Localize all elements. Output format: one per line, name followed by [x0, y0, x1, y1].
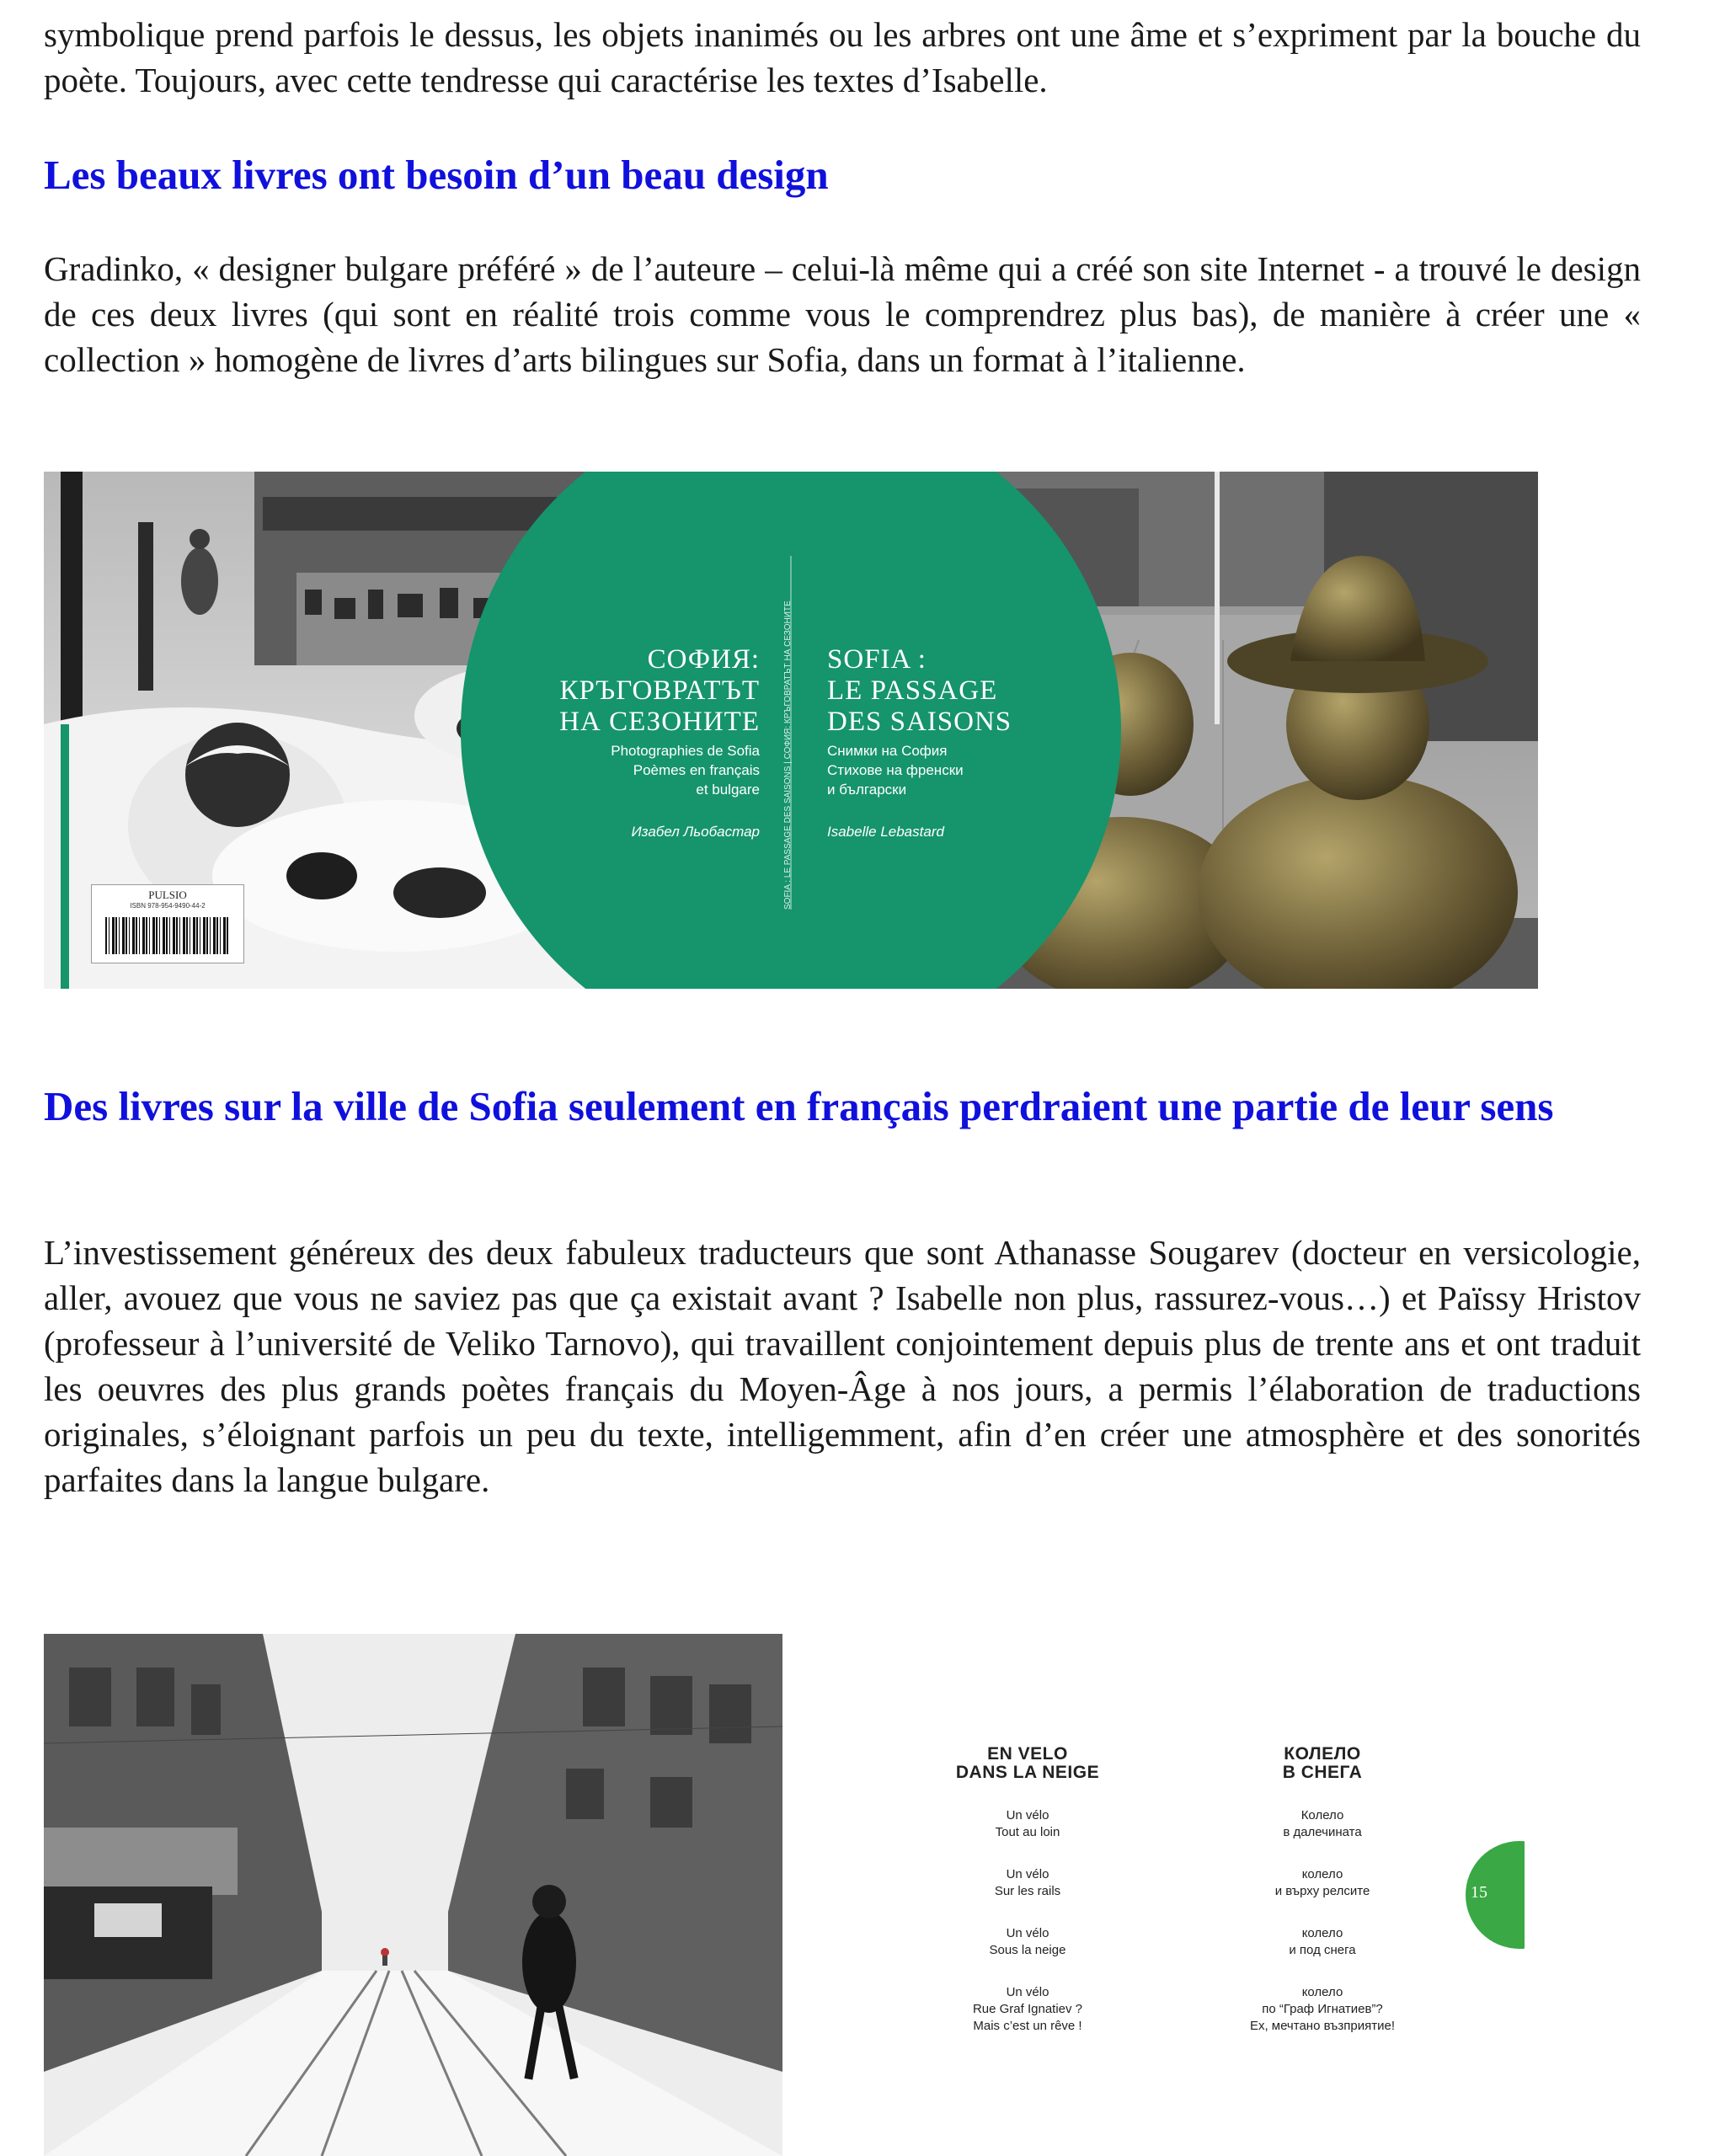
poem-bulgarian-stanza: колело по “Граф Игнатиев”? Ех, мечтано възприятие! — [1249, 1985, 1396, 2033]
heading-design: Les beaux livres ont besoin d’un beau design — [44, 152, 829, 198]
poem-bulgarian-stanza: Колело в далечината — [1283, 1808, 1362, 1839]
page-number-tab — [1466, 1841, 1525, 1949]
poem-bulgarian-stanza: колело и върху релсите — [1274, 1867, 1370, 1898]
cover-spine-text: SOFIA : LE PASSAGE DES SAISONS | СОФИЯ: КРЪГОВРАТЪТ НА СЕЗОНИТЕ — [783, 600, 793, 910]
cover-author-french: Isabelle Lebastard — [827, 824, 944, 840]
cover-title-bulgarian: СОФИЯ: КРЪГОВРАТЪТ НА СЕЗОНИТЕ — [559, 644, 760, 737]
page-number: 15 — [1471, 1883, 1487, 1902]
poem-bulgarian-stanza: колело и под снега — [1289, 1926, 1356, 1957]
snowy-street-photo — [44, 1634, 782, 2156]
poem-french-title: EN VELO DANS LA NEIGE — [955, 1744, 1100, 1782]
cover-barcode — [91, 884, 244, 963]
paragraph-translation: L’investissement généreux des deux fabuleux traducteurs que sont Athanasse Sougarev (docteur en versicologie, aller, avouez que vous ne saviez pas que ça existait avant ? Isabelle non plus, rassurez-vous…) et Païssy Hristov (professeur à l’université de Veliko Tarnovo), qui travaillent conjointement depuis plus de trente ans et ont traduit les oeuvres des plus grands poètes français du Moyen-Âge à nos jours, a permis l’élaboration de traductions originales, s’éloignant parfois un peu du texte, intelligemment, afin d’en créer une atmosphère et des sonorités parfaites dans la langue bulgare. — [44, 1233, 1641, 1499]
paragraph-design: Gradinko, « designer bulgare préféré » de l’auteure – celui-là même qui a créé son site Internet - a trouvé le design de ces deux livres (qui sont en réalité trois comme vous le comprendrez plus bas), de manière à créer une « collection » homogène de livres d’arts bilingues sur Sofia, dans un format à l’italienne. — [44, 249, 1641, 379]
poem-french-stanza: Un vélo Tout au loin — [995, 1808, 1060, 1839]
cover-publisher: PULSIO — [148, 889, 187, 901]
poem-french-stanza: Un vélo Sur les rails — [994, 1867, 1061, 1898]
snowy-street-art — [44, 1634, 782, 2156]
cover-isbn: ISBN 978-954-9490-44-2 — [130, 902, 206, 910]
book-cover-image — [44, 472, 1538, 989]
poem-bulgarian — [1213, 1745, 1432, 2035]
cover-subtitle-french: Photographies de Sofia Poèmes en français et bulgare — [611, 743, 760, 798]
poem-french-stanza: Un vélo Rue Graf Ignatiev ? Mais c’est un rêve ! — [972, 1985, 1083, 2033]
cover-title-french: SOFIA : LE PASSAGE DES SAISONS — [827, 644, 1012, 737]
cover-author-bulgarian: Изабел Льобастар — [631, 824, 760, 840]
cover-subtitle-bulgarian: Снимки на София Стихове на френски и български — [827, 743, 964, 798]
paragraph-intro: symbolique prend parfois le dessus, les objets inanimés ou les arbres ont une âme et s’expriment par la bouche du poète. Toujours, avec cette tendresse qui caractérise les textes d’Isabelle. — [44, 15, 1641, 99]
heading-bilingual: Des livres sur la ville de Sofia seulement en français perdraient une partie de leur sens — [44, 1083, 1554, 1129]
poem-french-stanza: Un vélo Sous la neige — [989, 1926, 1066, 1957]
poem-french — [935, 1745, 1120, 2035]
barcode-bars — [105, 917, 230, 954]
poem-bulgarian-title: КОЛЕЛО В СНЕГА — [1282, 1744, 1363, 1782]
